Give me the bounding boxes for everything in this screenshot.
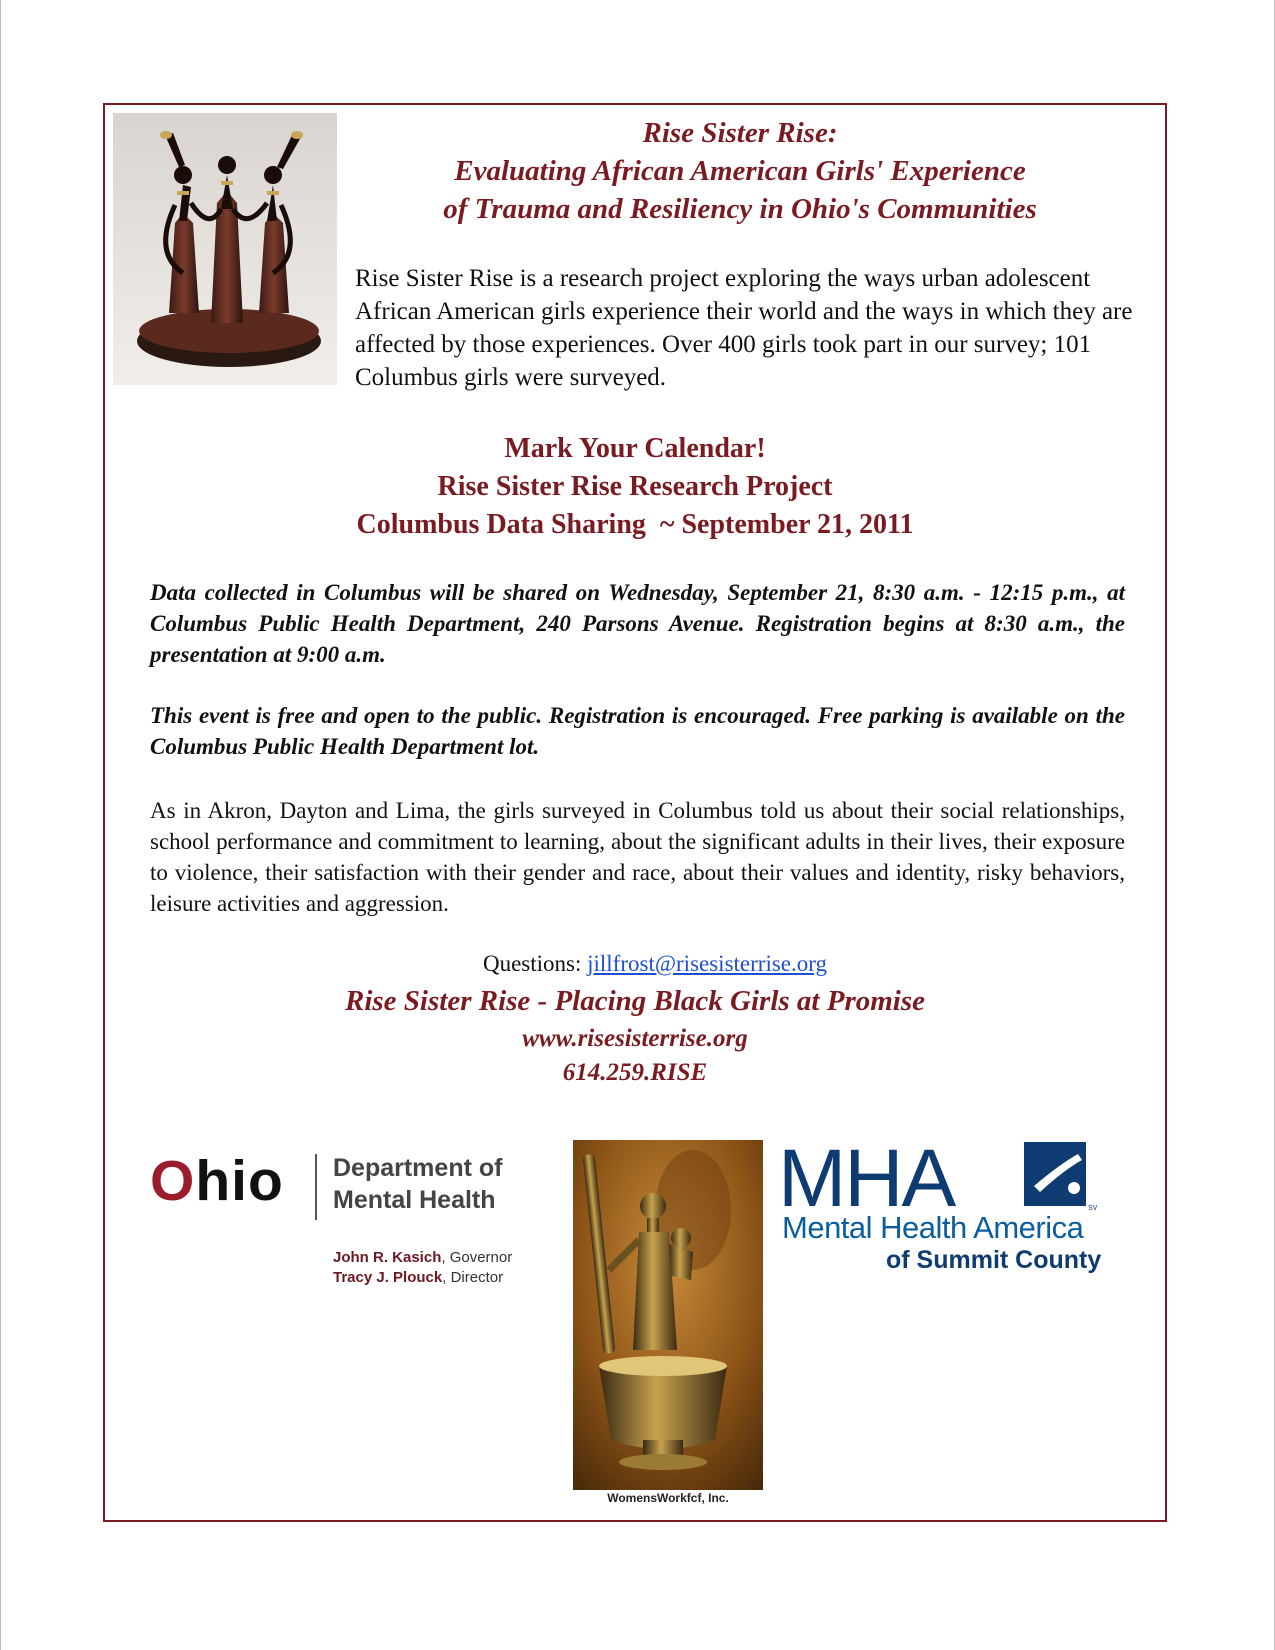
- ohio-officials: [333, 1248, 512, 1288]
- title-line-3: of Trauma and Resiliency in Ohio's Communities: [443, 193, 1037, 225]
- flyer-title: [340, 114, 1140, 228]
- page-edge-left: [0, 0, 1, 1650]
- mha-summit-county-logo: [778, 1140, 1118, 1290]
- free-event-paragraph: This event is free and open to the public. Registration is encouraged. Free parking is available on the Columbus Public Health Department lot.: [150, 703, 1125, 759]
- phone-number: 614.259.RISE: [562, 1059, 708, 1086]
- ohio-wordmark-rest: hio: [195, 1149, 284, 1213]
- calendar-line-1: Mark Your Calendar!: [504, 433, 766, 464]
- ohio-logo-divider: [315, 1154, 317, 1220]
- title-line-2: Evaluating African American Girls' Experience: [454, 155, 1026, 187]
- website-text: www.risesisterrise.org: [522, 1025, 748, 1052]
- mha-dot-icon: [1068, 1182, 1080, 1194]
- intro-paragraph: Rise Sister Rise is a research project exploring the ways urban adolescent African American girls experience their world and the ways in which they are affected by those experiences. Over 400 girls took part in our survey; 101 Columbus girls were surveyed.: [355, 265, 1133, 391]
- ohio-dept-mental-health-logo: [150, 1148, 530, 1298]
- governor-name: John R. Kasich: [333, 1249, 442, 1266]
- director-title: , Director: [442, 1269, 504, 1286]
- ohio-wordmark-o: O: [150, 1149, 196, 1213]
- calendar-line-3: Columbus Data Sharing ~ September 21, 2011: [356, 509, 914, 540]
- mha-name-line-2: of Summit County: [886, 1246, 1102, 1274]
- ohio-dept-line-2: Mental Health: [333, 1186, 496, 1214]
- calendar-announcement: [103, 430, 1167, 544]
- mha-mark-text: MHA: [778, 1140, 955, 1214]
- ohio-dept-name: [333, 1152, 502, 1216]
- contact-email-link[interactable]: jillfrost@risesisterrise.org: [587, 951, 827, 976]
- ohio-governor: [333, 1248, 512, 1268]
- director-name: Tracy J. Plouck: [333, 1269, 443, 1286]
- ohio-wordmark: [150, 1148, 284, 1214]
- sculpture-photo-mortar-pestle: [573, 1140, 763, 1490]
- sculpture-photo-three-figures: [113, 113, 337, 385]
- event-details-paragraph: Data collected in Columbus will be shared on Wednesday, September 21, 8:30 a.m. - 12:15 p.m., at Columbus Public Health Department, 240 Parsons Avenue. Registration begins at 8:30 a.m., the presentation at 9:00 a.m.: [150, 580, 1125, 667]
- mha-sv-text: SV: [1088, 1205, 1098, 1212]
- questions-label: Questions:: [482, 951, 588, 976]
- sculpture-caption: WomensWorkfcf, Inc.: [607, 1491, 729, 1505]
- survey-topics-paragraph: As in Akron, Dayton and Lima, the girls surveyed in Columbus told us about their social relationships, school performance and commitment to learning, about the significant adults in their lives, their exposure to violence, their satisfaction with their gender and race, about their values and identity, risky behaviors, leisure activities and aggression.: [150, 798, 1125, 916]
- title-line-1: Rise Sister Rise:: [642, 117, 838, 149]
- questions-line: [103, 949, 1167, 979]
- governor-title: , Governor: [441, 1249, 513, 1266]
- mha-name-line-1: Mental Health America: [782, 1210, 1084, 1245]
- calendar-line-2: Rise Sister Rise Research Project: [437, 471, 833, 502]
- tagline: Rise Sister Rise - Placing Black Girls at Promise: [344, 985, 925, 1017]
- ohio-dept-line-1: Department of: [333, 1154, 503, 1182]
- mha-logo-mark: [778, 1140, 1098, 1214]
- ohio-director: [333, 1268, 512, 1288]
